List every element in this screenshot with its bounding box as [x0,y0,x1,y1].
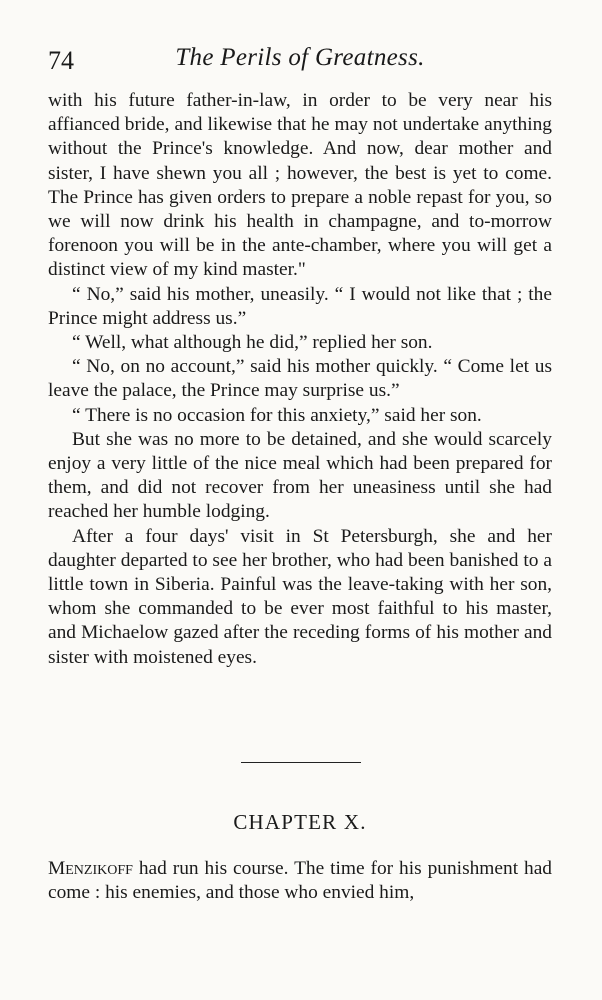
chapter-first-paragraph [48,857,552,905]
page-header [48,44,552,78]
paragraph: with his future father-in-law, in order to be very near his affianced bride, and likewise that he may not undertake anything without the Prince's knowledge. And now, dear mother and sister, I have shewn you all ; however, the best is yet to come. The Prince has given orders to prepare a noble repast for you, so we will now drink his health in champagne, and to-morrow forenoon you will be in the ante-chamber, where you will get a distinct view of my kind master." [48,90,552,281]
paragraph: “ No,” said his mother, uneasily. “ I would not like that ; the Prince might address us.” [48,283,552,329]
chapter-heading: CHAPTER X. [233,810,367,834]
body-text [48,89,552,670]
paragraph: “ There is no occasion for this anxiety,” said her son. [72,404,482,426]
running-title: The Perils of Greatness. [175,44,425,71]
chapter-lead-word: Menzikoff [48,858,133,879]
section-divider [241,762,361,763]
paragraph: “ No, on no account,” said his mother quickly. “ Come let us leave the palace, the Prince may surprise us.” [48,356,552,402]
page-number: 74 [48,46,74,75]
paragraph: “ Well, what although he did,” replied her son. [72,332,433,354]
paragraph: After a four days' visit in St Petersburgh, she and her daughter departed to see her brother, who had been banished to a little town in Siberia. Painful was the leave-taking with her son, whom she commanded to be ever most faithful to his master, and Michaelow gazed after the receding forms of his mother and sister with moistened eyes. [48,525,552,668]
chapter-paragraph-text: had run his course. The time for his punishment had come : his enemies, and those who envied him, [48,858,552,904]
chapter-opening [48,857,552,905]
paragraph: But she was no more to be detained, and she would scarcely enjoy a very little of the nice meal which had been prepared for them, and did not recover from her uneasiness until she had reached her humble lodging. [48,428,552,523]
